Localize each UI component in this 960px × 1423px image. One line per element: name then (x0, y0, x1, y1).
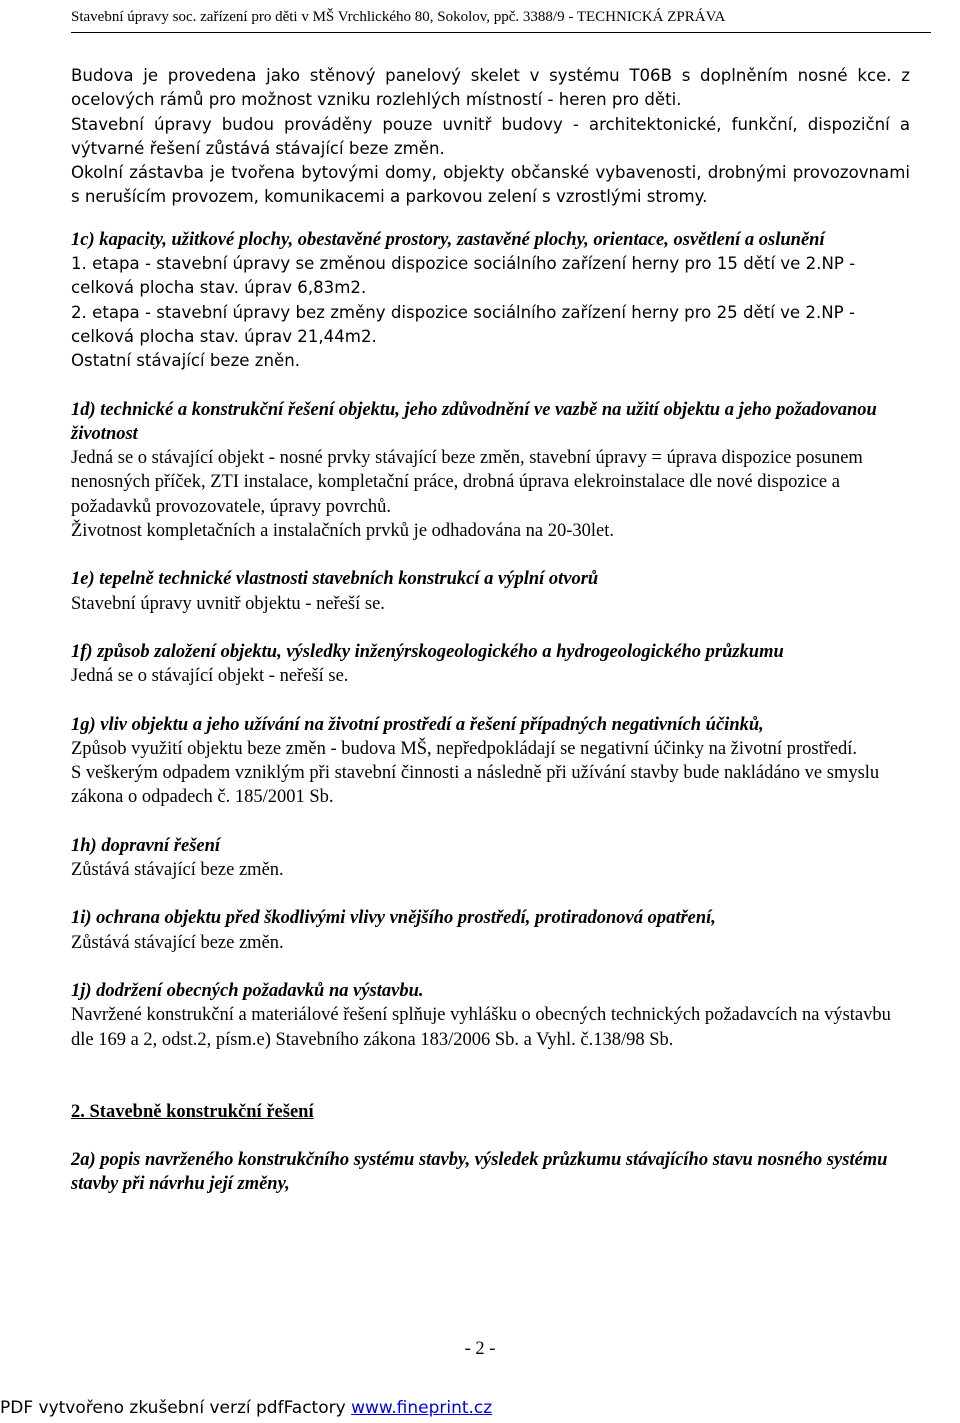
section-2a-heading: 2a) popis navrženého konstrukčního systému stavby, výsledek průzkumu stávajícího stavu nosného systému stavby při návrhu její změny, (71, 1150, 888, 1195)
section-1h-heading: 1h) dopravní řešení (71, 835, 221, 856)
page-number: - 2 - (464, 1339, 496, 1359)
section-1c-line-3: Ostatní stávající beze zněn. (71, 351, 300, 371)
section-1d-heading: 1d) technické a konstrukční řešení objektu, jeho zdůvodnění ve vazbě na užití objektu a jeho požadovanou životnost (71, 399, 877, 444)
pdf-footer (0, 1398, 492, 1418)
section-1g-paragraph-2: S veškerým odpadem vzniklým při stavební činnosti a následně při užívání stavby bude nakládáno ve smyslu zákona o odpadech č. 185/2001 Sb. (71, 763, 880, 808)
intro-paragraph-surroundings: Okolní zástavba je tvořena bytovými domy, objekty občanské vybavenosti, drobnými provozovnami s nerušícím provozem, komunikacemi a parkovou zelení s vzrostlými stromy. (71, 163, 910, 207)
section-1c-line-2: 2. etapa - stavební úpravy bez změny dispozice sociálního zařízení herny pro 25 dětí ve 2.NP - celková plocha stav. úprav 21,44m2. (71, 302, 855, 346)
intro-section (71, 64, 910, 210)
section-1f-heading: 1f) způsob založení objektu, výsledky inženýrskogeologického a hydrogeologického průzkumu (71, 641, 784, 662)
document-body (71, 64, 910, 1197)
footer-link[interactable]: www.fineprint.cz (351, 1398, 493, 1418)
section-1c-line-1: 1. etapa - stavební úpravy se změnou dispozice sociálního zařízení herny pro 15 dětí ve 2.NP - celková plocha stav. úprav 6,83m2. (71, 254, 856, 298)
running-header: Stavební úpravy soc. zařízení pro děti v MŠ Vrchlického 80, Sokolov, ppč. 3388/9 - TECHNICKÁ ZPRÁVA (71, 8, 931, 33)
intro-paragraph-structure: Budova je provedena jako stěnový panelový skelet v systému T06B s doplněním nosné kce. z ocelových rámů pro možnost vzniku rozlehlých místností - heren pro děti. (71, 66, 910, 110)
section-1i-text: Zůstává stávající beze změn. (71, 932, 284, 953)
section-1c-heading: 1c) kapacity, užitkové plochy, obestavěné prostory, zastavěné plochy, orientace, osvětlení a oslunění (71, 229, 825, 250)
section-1g-paragraph-1: Způsob využití objektu beze změn - budova MŠ, nepředpokládají se negativní účinky na životní prostředí. (71, 738, 858, 759)
section-1e-text: Stavební úpravy uvnitř objektu - neřeší se. (71, 593, 385, 614)
section-1d-paragraph-2: Životnost kompletačních a instalačních prvků je odhadována na 20-30let. (71, 521, 615, 542)
section-2-heading-text: 2. Stavebně konstrukční řešení (71, 1101, 314, 1122)
section-2-heading (71, 1100, 910, 1124)
section-1j-heading: 1j) dodržení obecných požadavků na výstavbu. (71, 980, 424, 1001)
section-1f-text: Jedná se o stávající objekt - neřeší se. (71, 666, 349, 687)
section-1g-heading: 1g) vliv objektu a jeho užívání na životní prostředí a řešení případných negativních účinků, (71, 714, 764, 735)
footer-text: PDF vytvořeno zkušební verzí pdfFactory (0, 1398, 352, 1418)
section-1j-text: Navržené konstrukční a materiálové řešení splňuje vyhlášku o obecných technických požadavcích na výstavbu dle 169 a 2, odst.2, písm.e) Stavebního zákona 183/2006 Sb. a Vyhl. č.138/98 Sb. (71, 1005, 891, 1050)
intro-paragraph-scope: Stavební úpravy budou prováděny pouze uvnitř budovy - architektonické, funkční, dispoziční a výtvarné řešení zůstává stávající beze změn. (71, 114, 910, 158)
section-1e-heading: 1e) tepelně technické vlastnosti stavebních konstrukcí a výplní otvorů (71, 569, 599, 590)
section-1d-paragraph-1: Jedná se o stávající objekt - nosné prvky stávající beze změn, stavební úpravy = úprava dispozice posunem nenosných příček, ZTI instalace, kompletační práce, drobná úprava elekroinstalace dle nové dispozice a požadavků provozovatele, úpravy povrchů. (71, 448, 863, 517)
section-1i-heading: 1i) ochrana objektu před škodlivými vlivy vnějšího prostředí, protiradonová opatření, (71, 908, 716, 929)
section-1h-text: Zůstává stávající beze změn. (71, 860, 284, 881)
section-1c-body (71, 252, 910, 373)
